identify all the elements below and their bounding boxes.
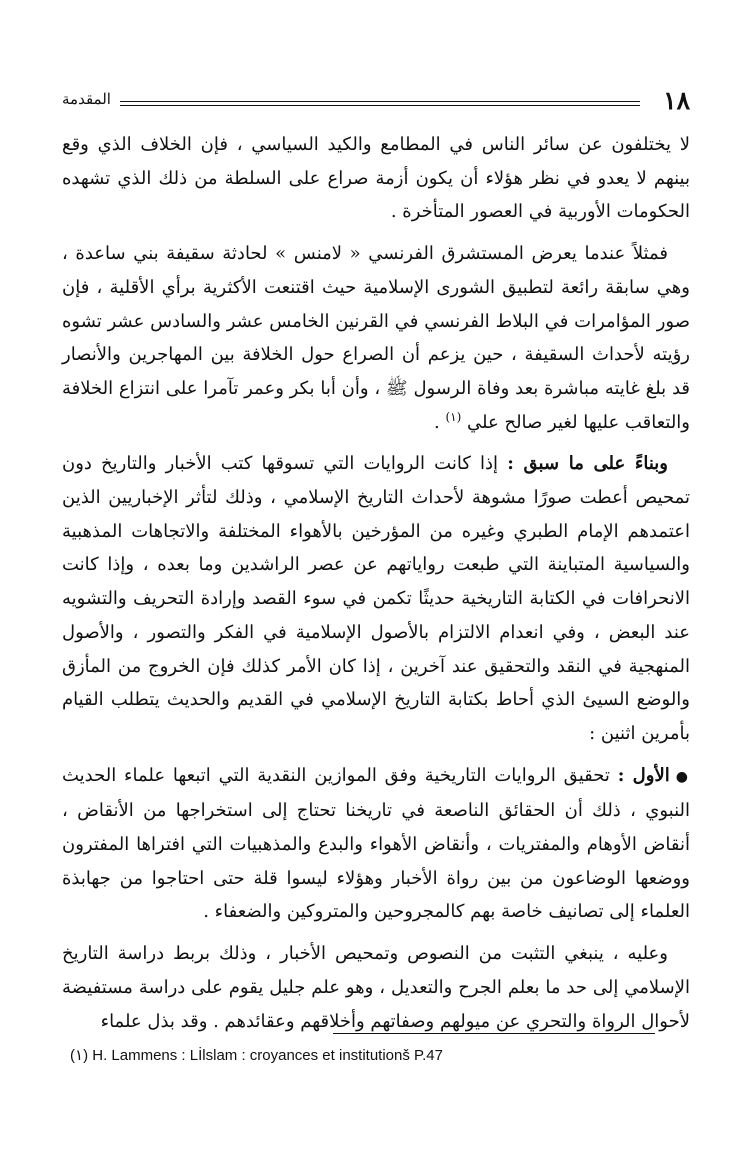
paragraph — [62, 937, 690, 1038]
header-rule — [120, 105, 640, 106]
footnote-marker: (١) — [70, 1047, 89, 1064]
paragraph-text: لا يختلفون عن سائر الناس في المطامع والكيد السياسي ، فإن الخلاف الذي وقع بينهم لا يعدو في نظر هؤلاء أن يكون أزمة صراع على السلطة من ذلك الذي تشهده الحكومات الأوربية في العصور المتأخرة . — [62, 134, 690, 223]
running-header — [62, 88, 690, 114]
point-label: الأول : — [617, 764, 670, 786]
paragraph-end: . — [434, 411, 446, 433]
chapter-title: المقدمة — [62, 90, 111, 108]
paragraph — [62, 759, 690, 930]
paragraph-text: فمثلاً عندما يعرض المستشرق الفرنسي « لامنس » لحادثة سقيفة بني ساعدة ، وهي سابقة رائعة لتطبيق الشورى الإسلامية حيث اقتنعت الأكثرية برأي الأقلية ، فإن صور المؤامرات في البلاط الفرنسي في القرنين الخامس عشر والسادس عشر تشوه رؤيته لأحداث السقيفة ، حين يزعم أن الصراع حول الخلافة بين المهاجرين والأنصار قد بلغ غايته مباشرة بعد وفاة الرسول ﷺ ، وأن أبا بكر وعمر تآمرا على انتزاع الخلافة والتعاقب عليها لغير صالح علي — [62, 243, 690, 433]
main-text — [62, 128, 690, 1038]
footnote-rule — [333, 1033, 655, 1034]
paragraph — [62, 447, 690, 750]
paragraph — [62, 237, 690, 439]
paragraph-text: وعليه ، ينبغي التثبت من النصوص وتمحيص الأخبار ، وذلك بربط دراسة التاريخ الإسلامي إلى حد ما بعلم الجرح والتعديل ، وهو علم جليل يقوم على دراسة مستفيضة لأحوال الرواة والتحري عن ميولهم وصفاتهم وأخلاقهم وعقائدهم . وقد بذل علماء — [62, 943, 690, 1032]
page-number: ١٨ — [663, 86, 690, 115]
footnote — [70, 1046, 443, 1064]
paragraph-text: تحقيق الروايات التاريخية وفق الموازين النقدية التي اتبعها علماء الحديث النبوي ، ذلك أن الحقائق الناصعة في تاريخنا تحتاج إلى استخراجها من الأنقاض ، أنقاض الأوهام والمفتريات ، وأنقاض الأهواء والبدع والمذهبيات التي افتراها المفترون ووضعها الوضاعون من بين رواة الأخبار وهؤلاء ليسوا قلة حتى احتاجوا من جهابذة العلماء إلى تصانيف خاصة بهم كالمجروحين والمتروكين والضعفاء . — [62, 764, 690, 923]
footnote-text: H. Lammens : Lİlslam : croyances et institutionš P.47 — [92, 1047, 443, 1064]
paragraph — [62, 128, 690, 229]
footnote-reference: (١) — [445, 409, 462, 424]
lead-in: وبناءً على ما سبق : — [507, 453, 668, 475]
header-rule — [120, 101, 640, 102]
paragraph-text: إذا كانت الروايات التي تسوقها كتب الأخبار والتاريخ دون تمحيص أعطت صورًا مشوهة لأحداث التاريخ الإسلامي ، وذلك لتأثر الإخباريين الذين اعتمدهم الإمام الطبري وغيره من المؤرخين بالأهواء المختلفة والاتجاهات المذهبية والسياسية المتباينة التي طبعت رواياتهم عن عصر الراشدين وما بعده ، وإذا كانت الانحرافات في الكتابة التاريخية حديثًا تكمن في سوء القصد وإرادة التحريف والتشويه عند البعض ، وفي انعدام الالتزام بالأصول الإسلامية في الفكر والتصور ، والأصول المنهجية في النقد والتحقيق عند آخرين ، إذا كان الأمر كذلك فإن الخروج من المأزق والوضع السيئ الذي أحاط بكتابة التاريخ الإسلامي في القديم والحديث يتطلب القيام بأمرين اثنين : — [62, 453, 691, 744]
bullet-icon: ● — [675, 768, 691, 785]
